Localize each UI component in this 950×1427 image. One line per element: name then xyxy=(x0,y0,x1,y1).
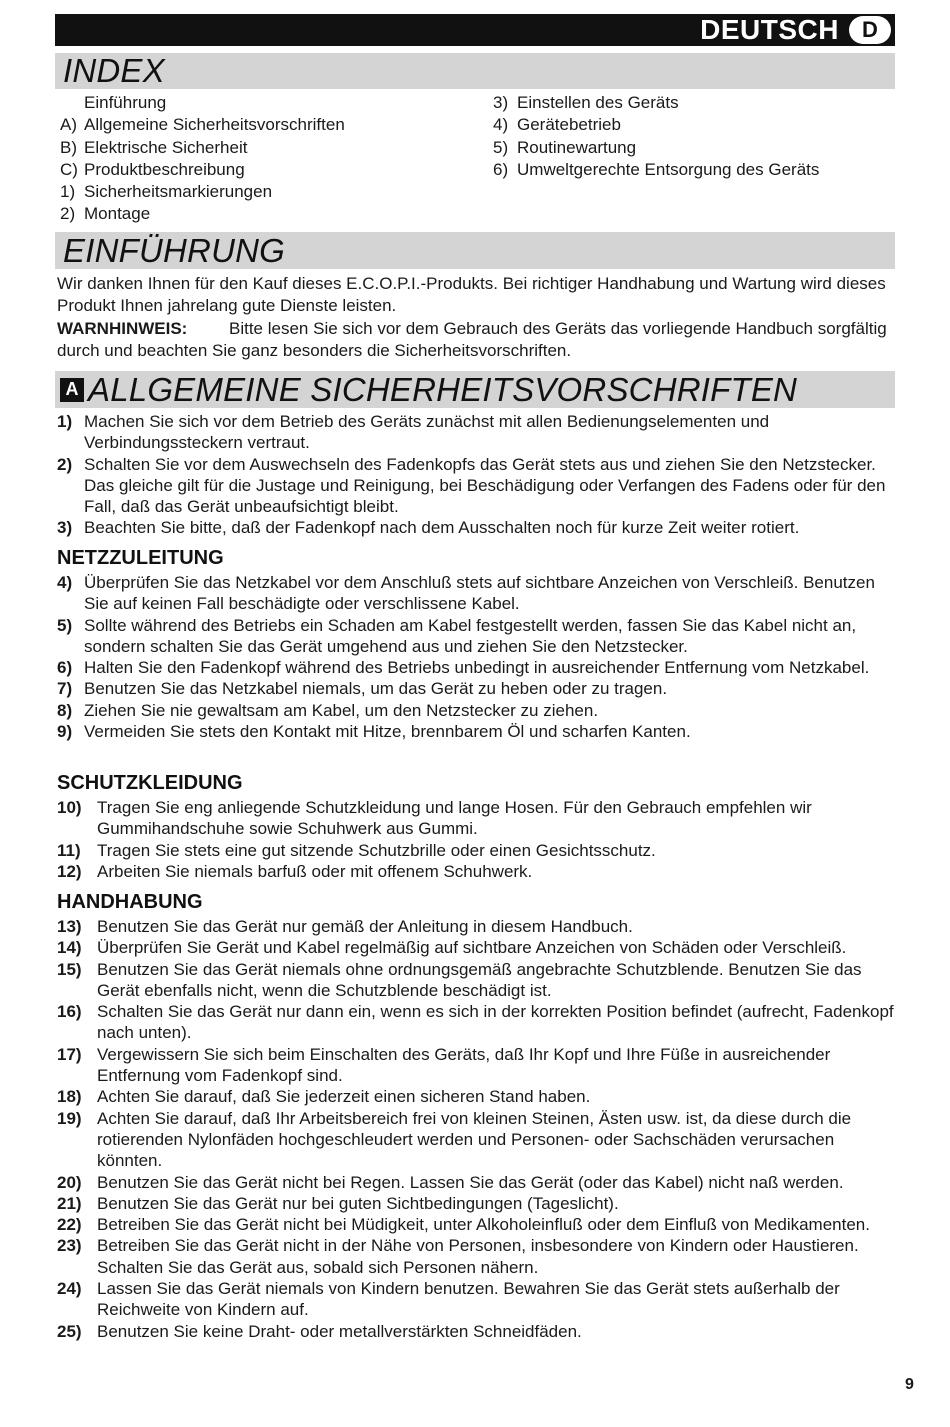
item-number: 4) xyxy=(57,573,73,592)
item-text: Benutzen Sie keine Draht- oder metallverstärkten Schneidfäden. xyxy=(97,1321,582,1341)
index-entry-key: 3) xyxy=(493,93,509,112)
item-number: 1) xyxy=(57,412,73,431)
index-entry xyxy=(60,181,480,203)
item-number: 23) xyxy=(57,1236,82,1256)
list-item xyxy=(57,916,897,937)
item-text: Benutzen Sie das Netzkabel niemals, um das Gerät zu heben oder zu tragen. xyxy=(84,679,668,699)
index-entry xyxy=(60,159,480,181)
schutzkleidung-list xyxy=(57,797,897,882)
list-item xyxy=(57,1214,897,1235)
index-entry-label: Routinewartung xyxy=(517,137,637,157)
netzzuleitung-heading: NETZZULEITUNG xyxy=(57,547,224,569)
index-entry xyxy=(493,92,893,114)
list-item xyxy=(57,861,897,882)
section-a-title: ALLGEMEINE SICHERHEITSVORSCHRIFTEN xyxy=(88,370,798,408)
index-entry-key: 6) xyxy=(493,159,509,179)
item-number: 21) xyxy=(57,1193,82,1213)
list-item xyxy=(57,1235,897,1278)
item-text: Machen Sie sich vor dem Betrieb des Geräts zunächst mit allen Bedienungselementen und Verbindungssteckern vertraut. xyxy=(84,412,770,453)
item-number: 12) xyxy=(57,861,82,881)
schutzkleidung-heading: SCHUTZKLEIDUNG xyxy=(57,772,243,794)
list-item xyxy=(57,700,897,721)
item-text: Beachten Sie bitte, daß der Fadenkopf nach dem Ausschalten noch für kurze Zeit weiter rotiert. xyxy=(84,518,800,538)
index-entry xyxy=(60,92,480,114)
language-header-bar xyxy=(55,14,895,46)
warning-label: WARNHINWEIS: xyxy=(57,318,188,338)
item-text: Sollte während des Betriebs ein Schaden am Kabel festgestellt werden, fassen Sie das Kabel nicht an, sondern schalten Sie das Gerät umgehend aus und ziehen Sie den Netzstecker. xyxy=(84,615,857,656)
item-text: Betreiben Sie das Gerät nicht in der Nähe von Personen, insbesondere von Kindern oder Haustieren. Schalten Sie das Gerät aus, sobald sich Personen nähern. xyxy=(97,1236,859,1277)
item-text: Überprüfen Sie das Netzkabel vor dem Anschluß stets auf sichtbare Anzeichen von Verschleiß. Benutzen Sie auf keinen Fall beschädigte oder verschlissene Kabel. xyxy=(84,573,875,614)
index-entry-key: C) xyxy=(60,159,78,179)
item-number: 25) xyxy=(57,1321,82,1341)
list-item xyxy=(57,454,897,518)
list-item xyxy=(57,1321,897,1342)
index-entry-label: Produktbeschreibung xyxy=(84,159,245,179)
index-entry-label: Einstellen des Geräts xyxy=(517,93,679,112)
warning-text: Bitte lesen Sie sich vor dem Gebrauch des Geräts das vorliegende Handbuch sorgfältig durch und beachten Sie ganz besonders die Sicherheitsvorschriften. xyxy=(57,318,887,360)
index-entry-label: Einführung xyxy=(84,93,167,112)
handhabung-list xyxy=(57,916,897,1342)
item-number: 6) xyxy=(57,658,73,678)
page-number: 9 xyxy=(905,1376,914,1393)
intro-title: EINFÜHRUNG xyxy=(63,231,285,269)
item-text: Vermeiden Sie stets den Kontakt mit Hitze, brennbarem Öl und scharfen Kanten. xyxy=(84,722,691,742)
index-entry-key xyxy=(60,92,84,114)
language-code-badge: D xyxy=(849,16,891,44)
index-entry-key: 4) xyxy=(493,115,509,135)
item-text: Halten Sie den Fadenkopf während des Betriebs unbedingt in ausreichender Entfernung vom Netzkabel. xyxy=(84,658,870,678)
item-text: Schalten Sie das Gerät nur dann ein, wenn es sich in der korrekten Position befindet (aufrecht, Fadenkopf nach unten). xyxy=(97,1002,894,1043)
item-number: 3) xyxy=(57,518,73,538)
item-number: 7) xyxy=(57,679,73,699)
item-number: 10) xyxy=(57,798,82,817)
list-item xyxy=(57,1001,897,1044)
language-label: DEUTSCH xyxy=(700,14,839,45)
intro-paragraph: Wir danken Ihnen für den Kauf dieses E.C.O.P.I.-Produkts. Bei richtiger Handhabung und Wartung wird dieses Produkt Ihnen jahrelang gute Dienste leisten. xyxy=(57,274,886,316)
item-number: 15) xyxy=(57,959,82,979)
item-text: Betreiben Sie das Gerät nicht bei Müdigkeit, unter Alkoholeinfluß oder dem Einfluß von Medikamenten. xyxy=(97,1215,870,1235)
item-number: 19) xyxy=(57,1108,82,1128)
item-number: 13) xyxy=(57,917,82,936)
list-item xyxy=(57,1086,897,1107)
index-entry-key: 2) xyxy=(60,204,76,224)
item-number: 20) xyxy=(57,1172,82,1192)
index-entry-label: Elektrische Sicherheit xyxy=(84,137,248,157)
item-text: Achten Sie darauf, daß Sie jederzeit einen sicheren Stand haben. xyxy=(97,1087,591,1107)
list-item xyxy=(57,959,897,1002)
item-text: Arbeiten Sie niemals barfuß oder mit offenem Schuhwerk. xyxy=(97,861,533,881)
list-item xyxy=(57,721,897,742)
item-text: Tragen Sie stets eine gut sitzende Schutzbrille oder einen Gesichtsschutz. xyxy=(97,840,656,860)
index-entry-label: Montage xyxy=(84,204,151,224)
index-entry-label: Gerätebetrieb xyxy=(517,115,621,135)
index-entry xyxy=(60,137,480,159)
intro-heading-bar xyxy=(55,232,895,269)
section-a-list xyxy=(57,411,897,539)
item-text: Benutzen Sie das Gerät nur gemäß der Anleitung in diesem Handbuch. xyxy=(97,917,633,936)
list-item xyxy=(57,615,897,658)
intro-text-block xyxy=(57,273,897,362)
item-number: 8) xyxy=(57,700,73,720)
list-item xyxy=(57,937,897,958)
section-a-heading-bar xyxy=(55,371,895,408)
index-entry xyxy=(493,114,893,136)
index-entry-label: Allgemeine Sicherheitsvorschriften xyxy=(84,115,345,135)
item-number: 2) xyxy=(57,454,73,474)
index-entry-label: Umweltgerechte Entsorgung des Geräts xyxy=(517,159,820,179)
index-entry xyxy=(493,137,893,159)
item-number: 9) xyxy=(57,722,73,742)
item-text: Schalten Sie vor dem Auswechseln des Fadenkopfs das Gerät stets aus und ziehen Sie den Netzstecker. Das gleiche gilt für die Justage und Reinigung, bei Beschädigung oder Verfangen des Fadens oder für den Fall, daß das Gerät unbeaufsichtigt bleibt. xyxy=(84,454,886,517)
item-text: Ziehen Sie nie gewaltsam am Kabel, um den Netzstecker zu ziehen. xyxy=(84,700,599,720)
index-title: INDEX xyxy=(63,52,165,89)
list-item xyxy=(57,840,897,861)
index-list-right xyxy=(493,92,893,181)
item-text: Überprüfen Sie Gerät und Kabel regelmäßig auf sichtbare Anzeichen von Schäden oder Verschleiß. xyxy=(97,938,847,958)
list-item xyxy=(57,572,897,615)
handhabung-heading: HANDHABUNG xyxy=(57,891,203,913)
index-entry-key: B) xyxy=(60,137,77,157)
index-heading-bar xyxy=(55,53,895,89)
list-item xyxy=(57,1044,897,1087)
item-number: 11) xyxy=(57,840,81,860)
item-number: 14) xyxy=(57,938,82,958)
list-item xyxy=(57,678,897,699)
netzzuleitung-list xyxy=(57,572,897,742)
list-item xyxy=(57,1172,897,1193)
index-entry-key: 1) xyxy=(60,182,76,202)
item-text: Lassen Sie das Gerät niemals von Kindern benutzen. Bewahren Sie das Gerät stets außerhalb der Reichweite von Kindern auf. xyxy=(97,1279,840,1320)
section-letter-badge: A xyxy=(60,378,84,402)
item-number: 18) xyxy=(57,1087,82,1107)
list-item xyxy=(57,657,897,678)
index-entry-key: A) xyxy=(60,115,77,135)
item-number: 5) xyxy=(57,615,73,635)
list-item xyxy=(57,797,897,840)
index-entry xyxy=(60,203,480,225)
index-entry-key: 5) xyxy=(493,137,509,157)
item-text: Benutzen Sie das Gerät nicht bei Regen. Lassen Sie das Gerät (oder das Kabel) nicht naß werden. xyxy=(97,1172,844,1192)
list-item xyxy=(57,1108,897,1172)
item-number: 22) xyxy=(57,1215,82,1235)
item-text: Tragen Sie eng anliegende Schutzkleidung und lange Hosen. Für den Gebrauch empfehlen wir Gummihandschuhe sowie Schuhwerk aus Gummi. xyxy=(97,798,812,839)
list-item xyxy=(57,517,897,538)
item-number: 17) xyxy=(57,1044,82,1064)
item-number: 24) xyxy=(57,1279,82,1299)
item-number: 16) xyxy=(57,1002,82,1022)
warning-paragraph xyxy=(57,318,897,363)
index-entry xyxy=(493,159,893,181)
item-text: Benutzen Sie das Gerät nur bei guten Sichtbedingungen (Tageslicht). xyxy=(97,1193,619,1213)
list-item xyxy=(57,411,897,454)
item-text: Achten Sie darauf, daß Ihr Arbeitsbereich frei von kleinen Steinen, Ästen usw. ist, da diese durch die rotierenden Nylonfäden hochgeschleudert werden und Personen- oder Sachschäden verursachen könnten. xyxy=(97,1108,852,1171)
index-entry xyxy=(60,114,480,136)
list-item xyxy=(57,1193,897,1214)
item-text: Benutzen Sie das Gerät niemals ohne ordnungsgemäß angebrachte Schutzblende. Benutzen Sie das Gerät ebenfalls nicht, wenn die Schutzblende beschädigt ist. xyxy=(97,959,862,1000)
index-entry-label: Sicherheitsmarkierungen xyxy=(84,182,273,202)
list-item xyxy=(57,1278,897,1321)
index-list-left xyxy=(60,92,480,226)
item-text: Vergewissern Sie sich beim Einschalten des Geräts, daß Ihr Kopf und Ihre Füße in ausreichender Entfernung vom Fadenkopf sind. xyxy=(97,1044,831,1086)
